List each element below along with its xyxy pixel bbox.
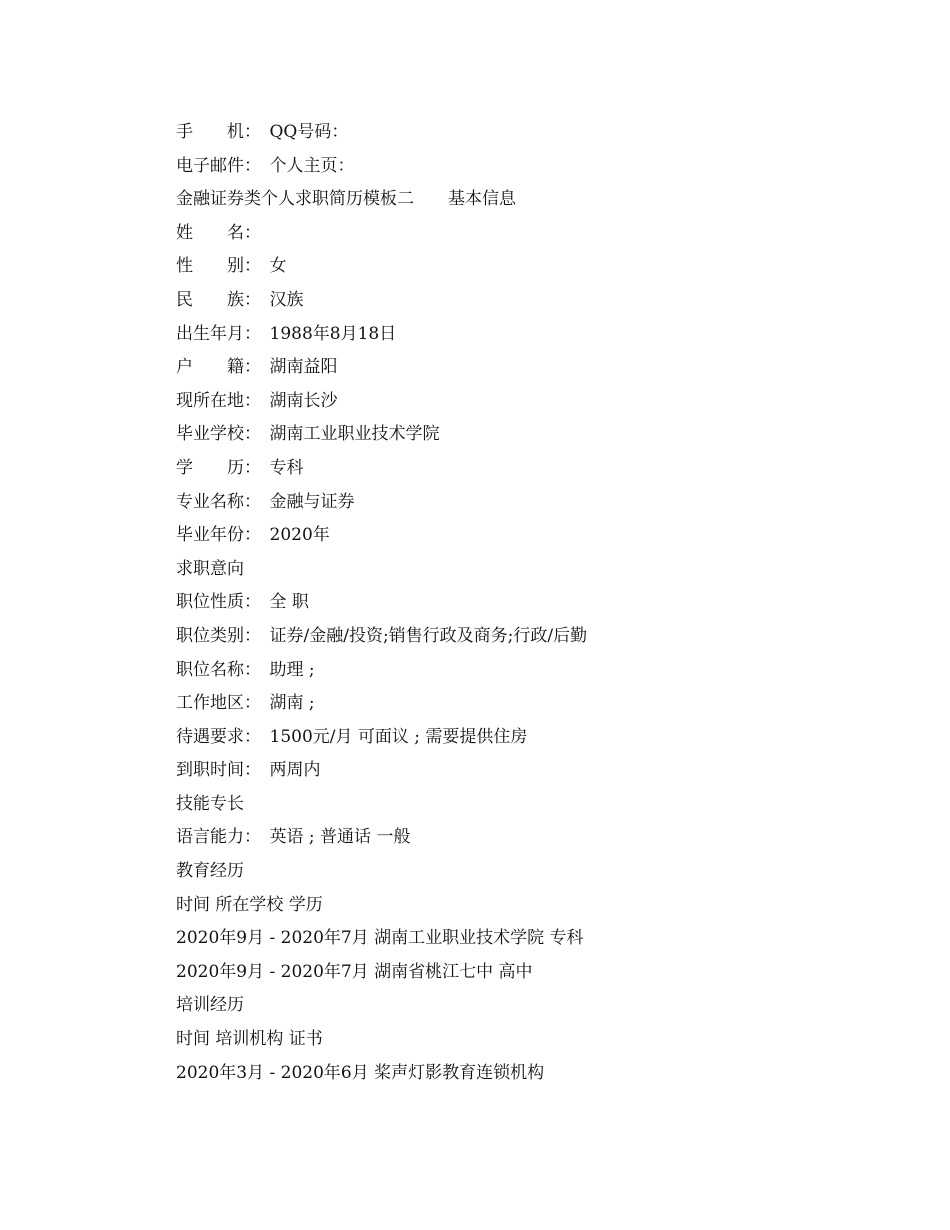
- field-name: 姓 名：: [176, 222, 261, 243]
- field-gender: 性 别： 女: [176, 256, 287, 277]
- section-skills: 技能专长: [176, 793, 244, 814]
- field-major: 专业名称： 金融与证券: [176, 491, 355, 512]
- field-job-title: 职位名称： 助理 ;: [176, 659, 315, 680]
- field-work-region: 工作地区： 湖南 ;: [176, 693, 315, 714]
- contact-email-homepage: 电子邮件： 个人主页：: [176, 155, 355, 176]
- field-household-registration: 户 籍： 湖南益阳: [176, 357, 338, 378]
- field-graduate-school: 毕业学校： 湖南工业职业技术学院: [176, 424, 440, 445]
- education-header-row: 时间 所在学校 学历: [176, 894, 323, 915]
- field-job-nature: 职位性质： 全 职: [176, 592, 309, 613]
- field-start-time: 到职时间： 两周内: [176, 760, 321, 781]
- training-row: 2020年3月 - 2020年6月 桨声灯影教育连锁机构: [176, 1062, 545, 1083]
- field-ethnicity: 民 族： 汉族: [176, 289, 304, 310]
- field-graduation-year: 毕业年份： 2020年: [176, 525, 330, 546]
- education-row: 2020年9月 - 2020年7月 湖南省桃江七中 高中: [176, 961, 533, 982]
- section-training: 培训经历: [176, 995, 244, 1016]
- field-birth-date: 出生年月： 1988年8月18日: [176, 323, 397, 344]
- section-education: 教育经历: [176, 861, 244, 882]
- field-salary-requirement: 待遇要求： 1500元/月 可面议 ; 需要提供住房: [176, 726, 528, 747]
- resume-title-basic-info: 金融证券类个人求职简历模板二 基本信息: [176, 189, 516, 210]
- education-row: 2020年9月 - 2020年7月 湖南工业职业技术学院 专科: [176, 928, 584, 949]
- resume-page: [176, 116, 916, 1090]
- section-job-intention: 求职意向: [176, 558, 244, 579]
- training-header-row: 时间 培训机构 证书: [176, 1029, 323, 1050]
- contact-phone-qq: 手 机： QQ号码：: [176, 122, 349, 142]
- field-education-level: 学 历： 专科: [176, 457, 304, 478]
- field-job-category: 职位类别： 证券/金融/投资;销售行政及商务;行政/后勤: [176, 625, 588, 646]
- field-language-ability: 语言能力： 英语 ; 普通话 一般: [176, 827, 411, 848]
- field-current-location: 现所在地： 湖南长沙: [176, 390, 338, 411]
